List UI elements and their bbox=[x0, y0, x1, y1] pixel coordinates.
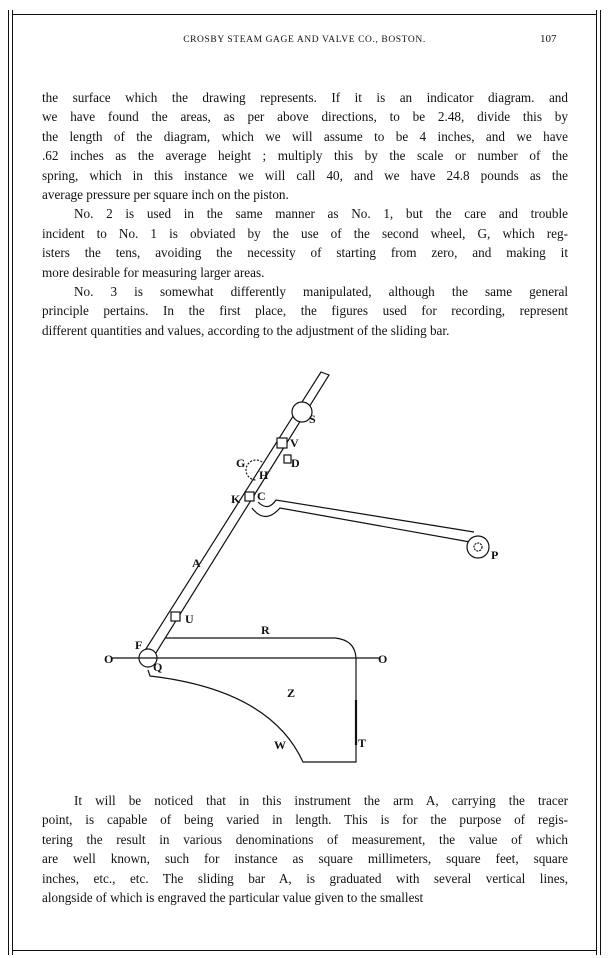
label-p: P bbox=[491, 548, 499, 562]
text-line: incident to No. 1 is obviated by the use of the second wheel, G, which reg- bbox=[42, 225, 568, 241]
text-line: the surface which the drawing represents. If it is an indicator diagram. and bbox=[42, 90, 568, 105]
text-line: principle pertains. In the first place, the figures used for recording, represent bbox=[42, 303, 568, 319]
pole-p bbox=[467, 536, 489, 558]
label-h: H bbox=[259, 468, 269, 482]
text-line: are well known, such for instance as square millimeters, square feet, square bbox=[42, 851, 568, 867]
text-line: average pressure per square inch on the piston. bbox=[42, 186, 289, 202]
text-line: It will be noticed that in this instrument the arm A, carrying the tracer bbox=[74, 793, 568, 808]
text-line: tering the result in various denominations of measurement, the value of which bbox=[42, 831, 568, 847]
diagram-outline bbox=[148, 638, 356, 762]
label-f: F bbox=[135, 638, 143, 652]
text-line: .62 inches as the average height ; multiply this by the scale or number of the bbox=[42, 148, 568, 164]
pivot-k bbox=[245, 492, 254, 501]
text-line: the length of the diagram, which we will assume to be 4 inches, and we have bbox=[42, 128, 568, 144]
text-line: more desirable for measuring larger areas. bbox=[42, 264, 265, 280]
label-t: T bbox=[358, 736, 367, 750]
label-v: V bbox=[290, 436, 299, 450]
clamp-d bbox=[284, 455, 291, 463]
running-title: CROSBY STEAM GAGE AND VALVE CO., BOSTON. bbox=[183, 35, 426, 45]
label-o-left: O bbox=[104, 652, 114, 666]
pole-arm bbox=[252, 500, 474, 542]
clamp-u bbox=[171, 612, 180, 621]
label-k: K bbox=[231, 492, 241, 506]
text-line: No. 3 is somewhat differently manipulated, although the same general bbox=[74, 283, 568, 299]
text-line: inches, etc., etc. The sliding bar A, is graduated with several vertical lines, bbox=[42, 870, 568, 886]
text-line: we have found the areas, as per above directions, to be 2.48, divide this by bbox=[42, 109, 568, 125]
clamp-v bbox=[277, 438, 287, 448]
label-z: Z bbox=[287, 686, 296, 700]
label-u: U bbox=[185, 612, 194, 626]
text-line: different quantities and values, according to the adjustment of the sliding bar. bbox=[42, 322, 450, 338]
body-text-bottom bbox=[42, 791, 568, 907]
text-line: No. 2 is used in the same manner as No. 1, but the care and trouble bbox=[74, 206, 568, 222]
text-line: point, is capable of being varied in length. This is for the purpose of regis- bbox=[42, 812, 568, 828]
label-w: W bbox=[274, 738, 286, 752]
label-c: C bbox=[257, 489, 266, 503]
label-d: D bbox=[291, 456, 300, 470]
text-line: isters the tens, avoiding the necessity of starting from zero, and making it bbox=[42, 245, 568, 261]
label-g: G bbox=[236, 456, 246, 470]
text-line: alongside of which is engraved the particular value given to the smallest bbox=[42, 889, 424, 905]
label-q: Q bbox=[153, 660, 163, 674]
page-number: 107 bbox=[540, 33, 557, 45]
label-s: S bbox=[309, 412, 316, 426]
label-o-right: O bbox=[378, 652, 388, 666]
text-line: spring, which in this instance we will call 40, and we have 24.8 pounds as the bbox=[42, 167, 568, 183]
label-r: R bbox=[261, 623, 270, 637]
label-a: A bbox=[192, 556, 201, 570]
